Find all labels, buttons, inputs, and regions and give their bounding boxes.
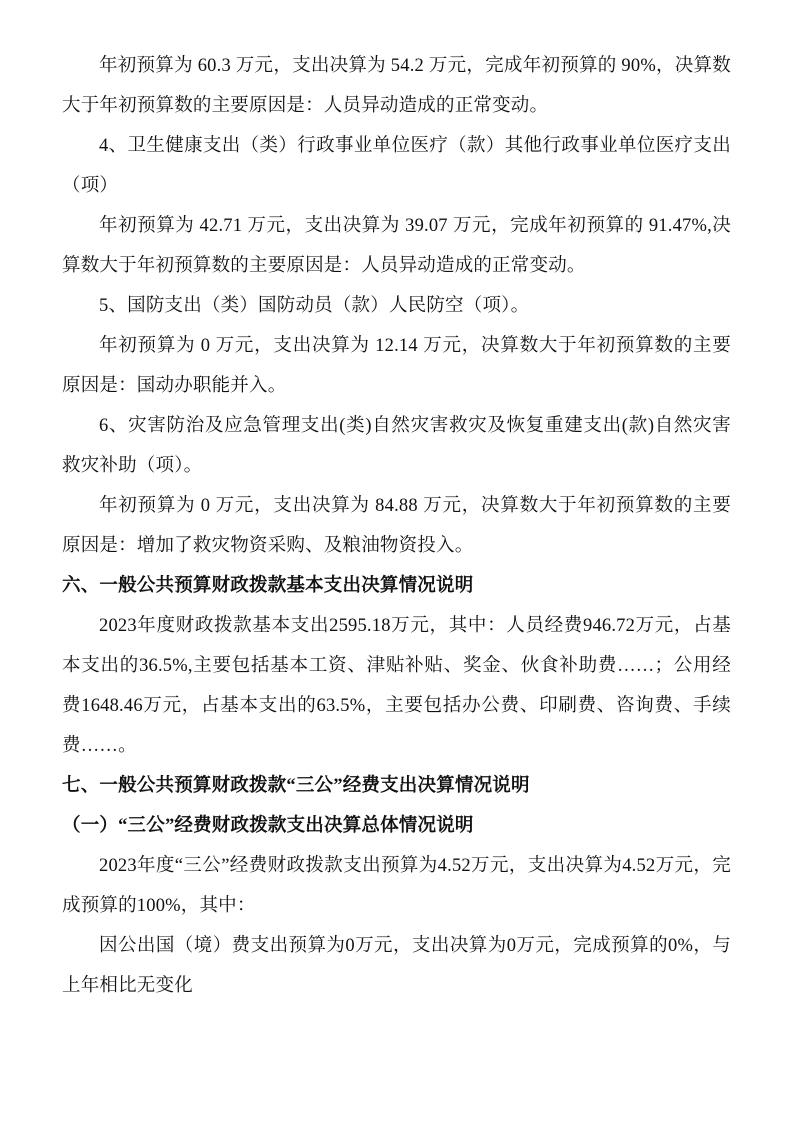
section-seven-body-total: 2023年度“三公”经费财政拨款支出预算为4.52万元，支出决算为4.52万元，完成预算的100%，其中： [62, 856, 731, 916]
paragraph-budget-60-3: 年初预算为 60.3 万元，支出决算为 54.2 万元，完成年初预算的 90%，决算数大于年初预算数的主要原因是：人员异动造成的正常变动。 [62, 56, 731, 116]
paragraph-item-6-disaster: 6、灾害防治及应急管理支出(类)自然灾害救灾及恢复重建支出(款)自然灾害救灾补助（项）。 [62, 416, 731, 476]
paragraph-budget-42-71: 年初预算为 42.71 万元，支出决算为 39.07 万元，完成年初预算的 91.47%,决算数大于年初预算数的主要原因是：人员异动造成的正常变动。 [62, 216, 731, 276]
paragraph-budget-84-88: 年初预算为 0 万元，支出决算为 84.88 万元，决算数大于年初预算数的主要原因是：增加了救灾物资采购、及粮油物资投入。 [62, 496, 731, 556]
section-six-body: 2023年度财政拨款基本支出2595.18万元，其中：人员经费946.72万元，占基本支出的36.5%,主要包括基本工资、津贴补贴、奖金、伙食补助费……；公用经费1648.46万元，占基本支出的63.5%，主要包括办公费、印刷费、咨询费、手续费……。 [62, 616, 731, 756]
section-seven-body-overseas: 因公出国（境）费支出预算为0万元，支出决算为0万元，完成预算的0%，与上年相比无变化 [62, 936, 731, 996]
section-six-heading: 六、一般公共预算财政拨款基本支出决算情况说明 [62, 576, 474, 596]
section-seven-heading: 七、一般公共预算财政拨款“三公”经费支出决算情况说明 [62, 776, 530, 796]
paragraph-item-4-health: 4、卫生健康支出（类）行政事业单位医疗（款）其他行政事业单位医疗支出（项） [62, 136, 731, 196]
paragraph-budget-12-14: 年初预算为 0 万元，支出决算为 12.14 万元，决算数大于年初预算数的主要原因是：国动办职能并入。 [62, 336, 731, 396]
section-seven-subheading: （一）“三公”经费财政拨款支出决算总体情况说明 [62, 816, 474, 836]
paragraph-item-5-defense: 5、国防支出（类）国防动员（款）人民防空（项）。 [99, 296, 530, 316]
